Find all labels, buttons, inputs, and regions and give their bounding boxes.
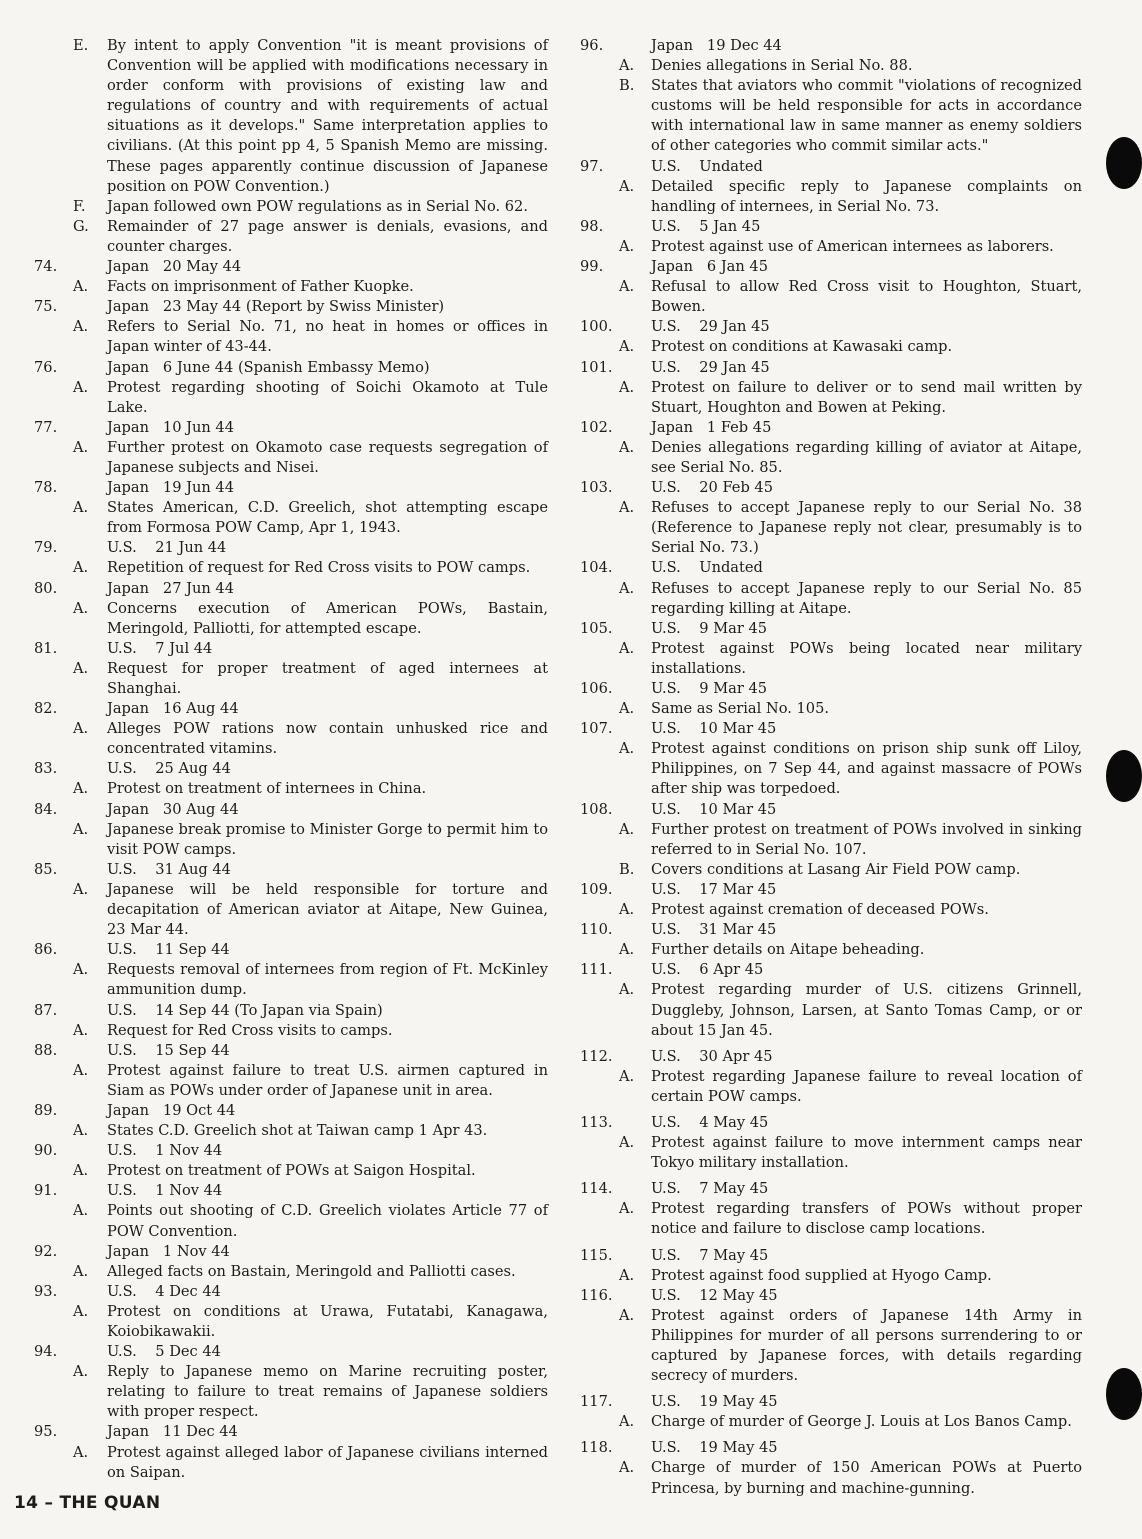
- entry-heading: Japan 27 Jun 44: [107, 579, 234, 597]
- entry-item: [0, 378, 548, 418]
- item-label: A.: [619, 499, 635, 517]
- entry-item: [0, 719, 548, 759]
- serial-entry: [0, 699, 548, 719]
- serial-number: 107.: [580, 720, 613, 738]
- serial-number: 75.: [34, 298, 58, 316]
- entry-item: [0, 1121, 548, 1141]
- serial-number: 88.: [34, 1041, 58, 1059]
- serial-entry: [0, 418, 548, 438]
- item-label: A.: [73, 1122, 89, 1140]
- entry-heading: Japan 30 Aug 44: [107, 800, 239, 818]
- item-text: Charge of murder of 150 American POWs at Puerto Princesa, by burning and machine-gunning.: [651, 1459, 1082, 1497]
- item-label: A.: [73, 1363, 89, 1381]
- item-label: A.: [619, 1306, 635, 1324]
- entry-item: [562, 1067, 1082, 1107]
- serial-number: 117.: [580, 1393, 613, 1411]
- serial-number: 102.: [580, 418, 613, 436]
- entry-item: [562, 177, 1082, 217]
- entry-heading: U.S. 4 Dec 44: [107, 1282, 221, 1300]
- serial-entry: [0, 1141, 548, 1161]
- serial-entry: [0, 800, 548, 820]
- entry-heading: U.S. 19 May 45: [651, 1439, 778, 1457]
- right-column: [562, 36, 1082, 1499]
- entry-item: [562, 1458, 1082, 1498]
- serial-number: 105.: [580, 619, 613, 637]
- serial-entry: [0, 940, 548, 960]
- entry-heading: U.S. 7 May 45: [651, 1246, 769, 1264]
- entry-heading: U.S. 9 Mar 45: [651, 680, 768, 697]
- item-text: Protest against failure to treat U.S. airmen captured in Siam as POWs under order of Japanese unit in area.: [107, 1061, 548, 1099]
- serial-number: 97.: [580, 157, 604, 175]
- item-text: Same as Serial No. 105.: [651, 700, 829, 718]
- serial-number: 87.: [34, 1001, 58, 1019]
- serial-entry: [0, 1101, 548, 1121]
- entry-heading: U.S. 11 Sep 44: [107, 941, 230, 959]
- entry-item: [562, 940, 1082, 960]
- serial-entry: [0, 358, 548, 378]
- item-text: Protest on treatment of POWs at Saigon Hospital.: [107, 1162, 476, 1180]
- serial-number: 108.: [580, 800, 613, 818]
- entry-heading: Japan 16 Aug 44: [107, 700, 239, 718]
- item-text: Covers conditions at Lasang Air Field POW camp.: [651, 860, 1021, 878]
- serial-number: 116.: [580, 1286, 613, 1304]
- item-label: A.: [619, 177, 635, 195]
- entry-item: [0, 277, 548, 297]
- entry-heading: Japan 19 Dec 44: [651, 37, 782, 54]
- item-text: Protest on conditions at Urawa, Futatabi, Kanagawa, Koiobikawakii.: [107, 1302, 548, 1340]
- item-label: A.: [619, 941, 635, 959]
- item-label: A.: [73, 961, 89, 979]
- item-label: A.: [619, 278, 635, 296]
- item-text: Protest on failure to deliver or to send mail written by Stuart, Houghton and Bowen at Peking.: [651, 378, 1082, 416]
- item-text: Protest regarding transfers of POWs without proper notice and failure to disclose camp locations.: [651, 1200, 1082, 1238]
- entry-heading: Japan 6 Jan 45: [651, 258, 768, 276]
- item-label: A.: [73, 559, 89, 577]
- serial-number: 99.: [580, 258, 604, 276]
- entry-heading: Japan 20 May 44: [107, 258, 242, 276]
- serial-entry: [0, 759, 548, 779]
- entry-item: [0, 1021, 548, 1041]
- entry-heading: U.S. 10 Mar 45: [651, 800, 777, 818]
- item-text: Protest regarding murder of U.S. citizens Grinnell, Duggleby, Johnson, Larsen, at Santo Tomas Camp, or or about 15 Jan 45.: [651, 981, 1082, 1039]
- item-text: Protest against POWs being located near military installations.: [651, 639, 1082, 677]
- serial-entry: [0, 297, 548, 317]
- entry-item: [562, 739, 1082, 799]
- serial-number: 74.: [34, 258, 58, 276]
- entry-heading: U.S. 29 Jan 45: [651, 358, 770, 376]
- entry-item: [0, 317, 548, 357]
- item-label: F.: [73, 197, 86, 215]
- entry-heading: U.S. 5 Jan 45: [651, 217, 761, 235]
- serial-number: 118.: [580, 1439, 613, 1457]
- item-text: Charge of murder of George J. Louis at Los Banos Camp.: [651, 1413, 1072, 1431]
- item-label: A.: [619, 1413, 635, 1431]
- entry-heading: U.S. 1 Nov 44: [107, 1142, 223, 1160]
- item-label: G.: [73, 217, 89, 235]
- entry-item: [0, 1201, 548, 1241]
- item-label: A.: [619, 1459, 635, 1477]
- item-text: Protest against conditions on prison ship sunk off Liloy, Philippines, on 7 Sep 44, and against massacre of POWs after ship was torpedoed.: [651, 740, 1082, 798]
- serial-entry: [0, 1181, 548, 1201]
- serial-entry: [562, 1392, 1082, 1412]
- entry-item: [562, 1266, 1082, 1286]
- serial-number: 111.: [580, 961, 613, 979]
- page-footer: 14 – THE QUAN: [14, 1493, 161, 1513]
- entry-item: [562, 378, 1082, 418]
- punch-hole: [1106, 750, 1142, 802]
- item-label: A.: [73, 1061, 89, 1079]
- serial-entry: [562, 257, 1082, 277]
- entry-item: [562, 980, 1082, 1040]
- item-text: Protest on treatment of internees in China.: [107, 780, 427, 798]
- entry-heading: U.S. 7 May 45: [651, 1180, 769, 1198]
- entry-heading: Japan 10 Jun 44: [107, 418, 234, 436]
- serial-number: 94.: [34, 1343, 58, 1361]
- item-text: Alleges POW rations now contain unhusked rice and concentrated vitamins.: [107, 720, 548, 758]
- item-text: Protest regarding Japanese failure to reveal location of certain POW camps.: [651, 1067, 1082, 1105]
- serial-entry: [562, 960, 1082, 980]
- item-label: A.: [73, 820, 89, 838]
- serial-number: 109.: [580, 880, 613, 898]
- entry-item: [562, 1412, 1082, 1432]
- item-label: A.: [73, 1202, 89, 1220]
- entry-heading: U.S. 25 Aug 44: [107, 760, 231, 778]
- serial-entry: [0, 1422, 548, 1442]
- entry-heading: U.S. 21 Jun 44: [107, 539, 227, 557]
- entry-heading: U.S. 7 Jul 44: [107, 639, 213, 657]
- serial-entry: [0, 579, 548, 599]
- entry-heading: U.S. 4 May 45: [651, 1113, 769, 1131]
- entry-item: [0, 1262, 548, 1282]
- entry-item: [0, 1061, 548, 1101]
- serial-entry: [562, 217, 1082, 237]
- entry-item: [0, 1443, 548, 1483]
- item-label: A.: [619, 901, 635, 919]
- serial-number: 100.: [580, 318, 613, 336]
- item-label: B.: [619, 860, 635, 878]
- entry-item: [562, 1306, 1082, 1386]
- item-text: Protest on conditions at Kawasaki camp.: [651, 338, 953, 356]
- entry-heading: U.S. 5 Dec 44: [107, 1343, 221, 1361]
- item-label: B.: [619, 77, 635, 95]
- entry-heading: Japan 6 June 44 (Spanish Embassy Memo): [107, 358, 430, 376]
- item-label: A.: [619, 378, 635, 396]
- serial-number: 76.: [34, 358, 58, 376]
- item-label: A.: [73, 278, 89, 296]
- item-text: Alleged facts on Bastain, Meringold and Palliotti cases.: [107, 1262, 516, 1280]
- entry-heading: U.S. 10 Mar 45: [651, 720, 777, 738]
- item-label: A.: [619, 1134, 635, 1152]
- entry-heading: Japan 1 Nov 44: [107, 1242, 230, 1260]
- serial-number: 104.: [580, 559, 613, 577]
- item-text: Further details on Aitape beheading.: [651, 941, 925, 959]
- entry-heading: U.S. 20 Feb 45: [651, 479, 773, 497]
- item-label: A.: [619, 338, 635, 356]
- serial-number: 77.: [34, 418, 58, 436]
- serial-number: 93.: [34, 1282, 58, 1300]
- serial-number: 103.: [580, 479, 613, 497]
- item-text: Facts on imprisonment of Father Kuopke.: [107, 278, 414, 296]
- serial-number: 106.: [580, 680, 613, 697]
- entry-item: [562, 438, 1082, 478]
- entry-heading: U.S. 31 Mar 45: [651, 921, 777, 939]
- serial-entry: [0, 1001, 548, 1021]
- serial-entry: [0, 257, 548, 277]
- serial-number: 101.: [580, 358, 613, 376]
- item-label: A.: [619, 981, 635, 999]
- entry-item: [562, 237, 1082, 257]
- serial-entry: [562, 619, 1082, 639]
- serial-entry: [562, 880, 1082, 900]
- punch-hole: [1106, 1368, 1142, 1420]
- item-text: Refusal to allow Red Cross visit to Houghton, Stuart, Bowen.: [651, 278, 1082, 316]
- item-text: Protest against food supplied at Hyogo Camp.: [651, 1266, 992, 1284]
- item-text: Denies allegations regarding killing of aviator at Aitape, see Serial No. 85.: [651, 438, 1082, 476]
- item-text: States that aviators who commit "violations of recognized customs will be held responsible for acts in accordance with international law in same manner as enemy soldiers of other categories who commit similar acts.": [651, 77, 1082, 155]
- entry-item: [0, 558, 548, 578]
- item-text: Reply to Japanese memo on Marine recruiting poster, relating to failure to treat remains of Japanese soldiers with proper respect.: [107, 1363, 548, 1421]
- item-text: Request for proper treatment of aged internees at Shanghai.: [107, 659, 548, 697]
- item-text: By intent to apply Convention "it is meant provisions of Convention will be applied with modifications necessary in order conform with provisions of existing law and regulations of country and with requirements of actual situations as it develops." Same interpretation applies to civilians. (At this point pp 4, 5 Spanish Memo are missing. These pages apparently continue discussion of Japanese position on POW Convention.): [107, 37, 548, 195]
- entry-item: [562, 337, 1082, 357]
- entry-item: [562, 579, 1082, 619]
- serial-entry: [562, 1286, 1082, 1306]
- entry-item: [562, 1133, 1082, 1173]
- item-label: A.: [619, 740, 635, 758]
- item-text: Remainder of 27 page answer is denials, evasions, and counter charges.: [107, 217, 548, 255]
- item-label: A.: [619, 579, 635, 597]
- serial-entry: [562, 1113, 1082, 1133]
- item-text: Protest regarding shooting of Soichi Okamoto at Tule Lake.: [107, 378, 548, 416]
- entry-item: [0, 217, 548, 257]
- entry-heading: U.S. 12 May 45: [651, 1286, 778, 1304]
- entry-heading: U.S. 14 Sep 44 (To Japan via Spain): [107, 1001, 383, 1019]
- entry-item: [562, 76, 1082, 156]
- item-label: A.: [619, 1266, 635, 1284]
- item-label: A.: [619, 639, 635, 657]
- entry-heading: Japan 23 May 44 (Report by Swiss Minister): [107, 298, 445, 316]
- item-text: Refers to Serial No. 71, no heat in homes or offices in Japan winter of 43-44.: [107, 318, 548, 356]
- serial-entry: [562, 317, 1082, 337]
- item-label: A.: [619, 820, 635, 838]
- entry-item: [0, 659, 548, 699]
- item-text: Refuses to accept Japanese reply to our Serial No. 85 regarding killing at Aitape.: [651, 579, 1082, 617]
- entry-heading: U.S. 9 Mar 45: [651, 619, 768, 637]
- item-label: A.: [73, 659, 89, 677]
- entry-heading: Japan 1 Feb 45: [651, 418, 772, 436]
- entry-item: [562, 860, 1082, 880]
- serial-number: 78.: [34, 479, 58, 497]
- serial-number: 85.: [34, 860, 58, 878]
- entry-heading: U.S. 6 Apr 45: [651, 961, 764, 979]
- serial-number: 86.: [34, 941, 58, 959]
- item-text: Protest against use of American internees as laborers.: [651, 237, 1054, 255]
- serial-entry: [0, 860, 548, 880]
- item-label: A.: [73, 318, 89, 336]
- serial-entry: [562, 358, 1082, 378]
- entry-item: [562, 277, 1082, 317]
- item-text: States C.D. Greelich shot at Taiwan camp 1 Apr 43.: [107, 1122, 488, 1140]
- serial-number: 79.: [34, 539, 58, 557]
- entry-heading: U.S. 15 Sep 44: [107, 1041, 230, 1059]
- item-text: Protest against failure to move internment camps near Tokyo military installation.: [651, 1134, 1082, 1172]
- entry-heading: U.S. 30 Apr 45: [651, 1047, 773, 1065]
- serial-number: 95.: [34, 1423, 58, 1441]
- item-label: A.: [73, 1262, 89, 1280]
- item-label: A.: [73, 438, 89, 456]
- punch-hole: [1106, 137, 1142, 189]
- item-text: Japanese will be held responsible for torture and decapitation of American aviator at Aitape, New Guinea, 23 Mar 44.: [107, 880, 548, 939]
- serial-entry: [0, 538, 548, 558]
- serial-entry: [0, 639, 548, 659]
- serial-number: 81.: [34, 639, 58, 657]
- item-text: Further protest on Okamoto case requests segregation of Japanese subjects and Nisei.: [107, 438, 548, 476]
- item-text: Concerns execution of American POWs, Bastain, Meringold, Palliotti, for attempted escape.: [107, 599, 548, 637]
- entry-item: [0, 880, 548, 940]
- entry-item: [0, 820, 548, 860]
- entry-item: [562, 699, 1082, 719]
- serial-number: 83.: [34, 760, 58, 778]
- item-label: A.: [73, 1302, 89, 1320]
- item-text: Repetition of request for Red Cross visits to POW camps.: [107, 559, 531, 577]
- item-text: Detailed specific reply to Japanese complaints on handling of internees, in Serial No. 73.: [651, 177, 1082, 215]
- item-text: States American, C.D. Greelich, shot attempting escape from Formosa POW Camp, Apr 1, 1943.: [107, 499, 548, 537]
- item-text: Japanese break promise to Minister Gorge to permit him to visit POW camps.: [107, 820, 548, 858]
- left-column: [0, 36, 548, 1483]
- serial-entry: [562, 679, 1082, 699]
- entry-heading: U.S. 17 Mar 45: [651, 880, 777, 898]
- item-label: A.: [619, 237, 635, 255]
- serial-number: 115.: [580, 1246, 613, 1264]
- serial-entry: [562, 558, 1082, 578]
- serial-entry: [0, 1242, 548, 1262]
- serial-number: 82.: [34, 700, 58, 718]
- entry-item: [0, 197, 548, 217]
- item-label: A.: [619, 57, 635, 75]
- serial-entry: [562, 36, 1082, 56]
- serial-number: 98.: [580, 217, 604, 235]
- entry-heading: U.S. 29 Jan 45: [651, 318, 770, 336]
- item-label: E.: [73, 37, 89, 54]
- serial-entry: [562, 1246, 1082, 1266]
- serial-number: 89.: [34, 1101, 58, 1119]
- serial-number: 110.: [580, 921, 613, 939]
- entry-item: [0, 1302, 548, 1342]
- serial-entry: [0, 1282, 548, 1302]
- entry-item: [0, 438, 548, 478]
- item-label: A.: [619, 1067, 635, 1085]
- item-label: A.: [73, 1443, 89, 1461]
- item-label: A.: [73, 499, 89, 517]
- serial-entry: [562, 157, 1082, 177]
- serial-number: 112.: [580, 1047, 613, 1065]
- entry-heading: Japan 11 Dec 44: [107, 1423, 238, 1441]
- serial-entry: [0, 1342, 548, 1362]
- entry-heading: Japan 19 Oct 44: [107, 1101, 236, 1119]
- entry-heading: U.S. Undated: [651, 559, 763, 577]
- item-label: A.: [73, 1021, 89, 1039]
- serial-number: 90.: [34, 1142, 58, 1160]
- serial-entry: [562, 1047, 1082, 1067]
- entry-item: [0, 36, 548, 197]
- item-text: Japan followed own POW regulations as in Serial No. 62.: [107, 197, 528, 215]
- item-text: Protest against alleged labor of Japanese civilians interned on Saipan.: [107, 1443, 548, 1481]
- entry-item: [562, 498, 1082, 558]
- serial-number: 91.: [34, 1182, 58, 1200]
- entry-heading: U.S. 19 May 45: [651, 1393, 778, 1411]
- item-label: A.: [619, 438, 635, 456]
- serial-entry: [562, 800, 1082, 820]
- item-text: Points out shooting of C.D. Greelich violates Article 77 of POW Convention.: [107, 1202, 548, 1240]
- item-label: A.: [73, 880, 89, 898]
- entry-heading: U.S. Undated: [651, 157, 763, 175]
- entry-item: [562, 900, 1082, 920]
- serial-entry: [562, 1438, 1082, 1458]
- item-label: A.: [619, 700, 635, 718]
- item-label: A.: [619, 1200, 635, 1218]
- item-text: Request for Red Cross visits to camps.: [107, 1021, 393, 1039]
- serial-entry: [562, 478, 1082, 498]
- serial-number: 92.: [34, 1242, 58, 1260]
- serial-entry: [562, 1179, 1082, 1199]
- serial-number: 114.: [580, 1180, 613, 1198]
- item-text: Protest against cremation of deceased POWs.: [651, 901, 989, 919]
- item-label: A.: [73, 720, 89, 738]
- item-text: Further protest on treatment of POWs involved in sinking referred to in Serial No. 107.: [651, 820, 1082, 858]
- entry-item: [0, 599, 548, 639]
- entry-heading: U.S. 1 Nov 44: [107, 1182, 223, 1200]
- entry-item: [562, 820, 1082, 860]
- item-text: Protest against orders of Japanese 14th Army in Philippines for murder of all persons surrendering to or captured by Japanese forces, with details regarding secrecy of murders.: [651, 1306, 1082, 1385]
- item-label: A.: [73, 599, 89, 617]
- entry-item: [0, 779, 548, 799]
- item-text: Requests removal of internees from region of Ft. McKinley ammunition dump.: [107, 961, 548, 999]
- serial-number: 80.: [34, 579, 58, 597]
- item-text: Denies allegations in Serial No. 88.: [651, 57, 913, 75]
- entry-heading: Japan 19 Jun 44: [107, 479, 234, 497]
- serial-number: 113.: [580, 1113, 613, 1131]
- serial-number: 96.: [580, 37, 604, 54]
- serial-entry: [0, 478, 548, 498]
- entry-item: [562, 639, 1082, 679]
- entry-item: [0, 1161, 548, 1181]
- serial-number: 84.: [34, 800, 58, 818]
- item-label: A.: [73, 1162, 89, 1180]
- serial-entry: [0, 1041, 548, 1061]
- entry-item: [562, 1199, 1082, 1239]
- item-label: A.: [73, 378, 89, 396]
- entry-item: [0, 960, 548, 1000]
- item-text: Refuses to accept Japanese reply to our Serial No. 38 (Reference to Japanese reply not clear, presumably is to Serial No. 73.): [651, 499, 1082, 557]
- entry-item: [562, 56, 1082, 76]
- entry-item: [0, 1362, 548, 1422]
- entry-heading: U.S. 31 Aug 44: [107, 860, 231, 878]
- serial-entry: [562, 418, 1082, 438]
- serial-entry: [562, 719, 1082, 739]
- item-label: A.: [73, 780, 89, 798]
- entry-item: [0, 498, 548, 538]
- serial-entry: [562, 920, 1082, 940]
